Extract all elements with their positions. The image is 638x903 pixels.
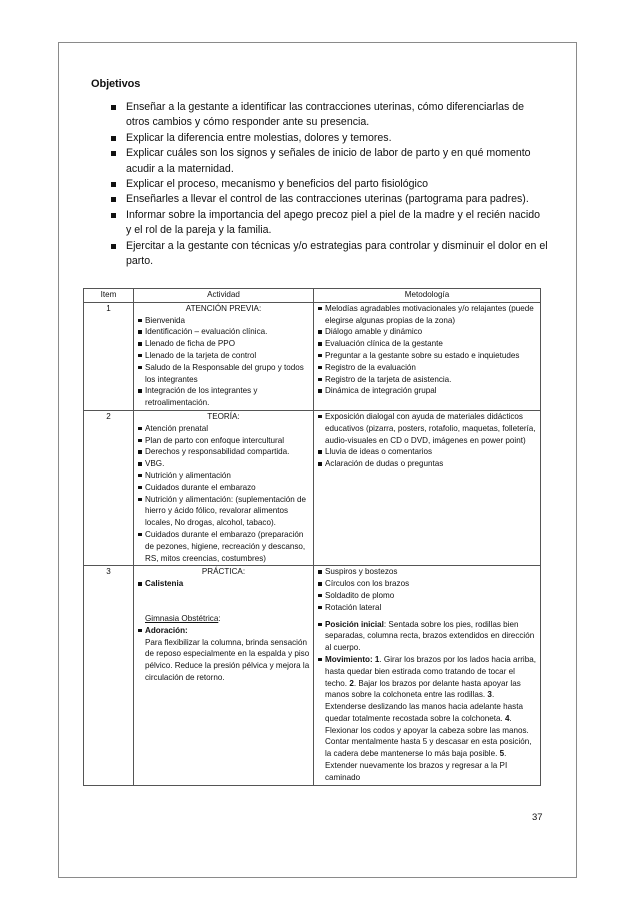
- objective-item: Enseñar a la gestante a identificar las contracciones uterinas, cómo diferenciarlas de otros cambios y cómo responder ante su presencia.: [108, 100, 548, 131]
- methodology-list: [317, 566, 537, 613]
- page-number: 37: [532, 812, 543, 823]
- section-title: PRÁCTICA:: [201, 567, 246, 577]
- header-activity: Actividad: [134, 289, 314, 303]
- activity-list: [137, 423, 310, 565]
- list-item: Dinámica de integración grupal: [317, 385, 537, 397]
- adoracion-title: Adoración:: [137, 625, 310, 637]
- list-item: Derechos y responsabilidad compartida.: [137, 446, 310, 458]
- table-header-row: [84, 289, 541, 303]
- methodology-list: [317, 303, 537, 397]
- objective-item: Explicar el proceso, mecanismo y beneficios del parto fisiológico: [108, 177, 548, 192]
- step-number: 3: [487, 690, 492, 700]
- step-text: . Extender nuevamente los brazos y regresar a la PI caminado: [325, 749, 508, 782]
- step-number: 4: [504, 713, 510, 723]
- objective-item: Ejercitar a la gestante con técnicas y/o estrategias para controlar y disminuir el dolor en el parto.: [108, 239, 548, 270]
- header-methodology: Metodología: [314, 289, 541, 303]
- list-item: Lluvia de ideas o comentarios: [317, 446, 537, 458]
- objectives-list: [108, 100, 548, 269]
- list-item: Círculos con los brazos: [317, 578, 537, 590]
- calistenia-item: Calistenia: [137, 578, 310, 590]
- movimiento-item: [317, 654, 537, 784]
- activity-cell: [134, 410, 314, 565]
- gimnasia-colon: :: [218, 613, 221, 623]
- session-plan-table: [83, 288, 541, 786]
- list-item: Identificación – evaluación clínica.: [137, 326, 310, 338]
- movimiento-text: . Girar los brazos por los lados hacia arriba, hasta quedar bien estirada como tratando de tocar el techo.: [325, 654, 536, 688]
- list-item: Integración de los integrantes y retroalimentación.: [137, 385, 310, 409]
- list-item: Llenado de ficha de PPO: [137, 338, 310, 350]
- item-number: 2: [84, 410, 134, 565]
- table-row: [84, 566, 541, 785]
- gimnasia-heading: [137, 613, 310, 625]
- list-item: Preguntar a la gestante sobre su estado e inquietudes: [317, 350, 537, 362]
- activity-list: [137, 315, 310, 409]
- activity-list: [137, 578, 310, 590]
- list-item: Cuidados durante el embarazo: [137, 482, 310, 494]
- list-item: Nutrición y alimentación: [137, 470, 310, 482]
- item-number: 3: [84, 566, 134, 785]
- step-text: . Bajar los brazos por delante hasta apoyar las manos sobre la colchoneta entre las rodillas.: [325, 678, 521, 700]
- list-item: Suspiros y bostezos: [317, 566, 537, 578]
- list-item: Nutrición y alimentación: (suplementación de hierro y ácido fólico, revalorar alimentos locales, No drogas, alcohol, tabaco).: [137, 494, 310, 529]
- table-row: [84, 302, 541, 410]
- activity-cell: [134, 566, 314, 785]
- step-number: 2: [349, 678, 354, 688]
- methodology-cell: [314, 302, 541, 410]
- list-item: Aclaración de dudas o preguntas: [317, 458, 537, 470]
- step-number: 5: [499, 749, 505, 759]
- list-item: Registro de la evaluación: [317, 362, 537, 374]
- posicion-text: : Sentada sobre los pies, rodillas bien separadas, columna recta, brazos extendidos en dirección al cuerpo.: [325, 619, 535, 653]
- step-text: . Flexionar los codos y apoyar la cabeza sobre las manos. Contar mentalmente hasta 5 y descasar en esta posición, la cadera debe mantenerse lo más baja posible.: [325, 713, 532, 759]
- exercise-steps: [317, 619, 537, 784]
- activity-list: [137, 625, 310, 637]
- step-text: . Extenderse deslizando las manos hacia adelante hasta quedar totalmente recostada sobre la colchoneta.: [325, 690, 523, 723]
- list-item: Cuidados durante el embarazo (preparación de pezones, higiene, recreación y descanso, RS, mitos creencias, costumbres): [137, 529, 310, 564]
- spacer: [137, 590, 310, 613]
- methodology-cell: [314, 566, 541, 785]
- methodology-cell: [314, 410, 541, 565]
- list-item: Rotación lateral: [317, 602, 537, 614]
- list-item: VBG.: [137, 458, 310, 470]
- list-item: Evaluación clínica de la gestante: [317, 338, 537, 350]
- adoracion-description: Para flexibilizar la columna, brinda sensación de reposo especialmente en la espalda y piso pélvico. Reduce la presión pélvica y mejora la circulación de retorno.: [145, 637, 310, 682]
- objective-item: Explicar cuáles son los signos y señales de inicio de labor de parto y en qué momento acudir a la maternidad.: [108, 146, 548, 177]
- section-title: ATENCIÓN PREVIA:: [185, 303, 262, 313]
- list-item: Exposición dialogal con ayuda de materiales didácticos educativos (pizarra, posters, rotafolio, maquetas, folletería, audio-visuales en CD o DVD, imágenes en power point): [317, 411, 537, 446]
- objectives-heading: Objetivos: [91, 78, 141, 90]
- list-item: Melodías agradables motivacionales y/o relajantes (puede elegirse algunas propias de la zona): [317, 303, 537, 327]
- movimiento-label: Movimiento: 1: [325, 654, 380, 664]
- posicion-inicial-item: [317, 619, 537, 654]
- objective-item: Informar sobre la importancia del apego precoz piel a piel de la madre y el recién nacido y el rol de la pareja y la familia.: [108, 208, 548, 239]
- item-number: 1: [84, 302, 134, 410]
- methodology-list: [317, 411, 537, 470]
- table-row: [84, 410, 541, 565]
- objective-item: Enseñarles a llevar el control de las contracciones uterinas (partograma para padres).: [108, 192, 548, 207]
- list-item: Saludo de la Responsable del grupo y todos los integrantes: [137, 362, 310, 386]
- section-title: TEORÍA:: [207, 411, 240, 421]
- list-item: Soldadito de plomo: [317, 590, 537, 602]
- list-item: Diálogo amable y dinámico: [317, 326, 537, 338]
- activity-cell: [134, 302, 314, 410]
- list-item: Bienvenida: [137, 315, 310, 327]
- header-item: Item: [84, 289, 134, 303]
- gimnasia-label: Gimnasia Obstétrica: [145, 613, 219, 623]
- list-item: Llenado de la tarjeta de control: [137, 350, 310, 362]
- posicion-label: Posición inicial: [325, 619, 384, 629]
- objective-item: Explicar la diferencia entre molestias, dolores y temores.: [108, 131, 548, 146]
- list-item: Plan de parto con enfoque intercultural: [137, 435, 310, 447]
- list-item: Atención prenatal: [137, 423, 310, 435]
- list-item: Registro de la tarjeta de asistencia.: [317, 374, 537, 386]
